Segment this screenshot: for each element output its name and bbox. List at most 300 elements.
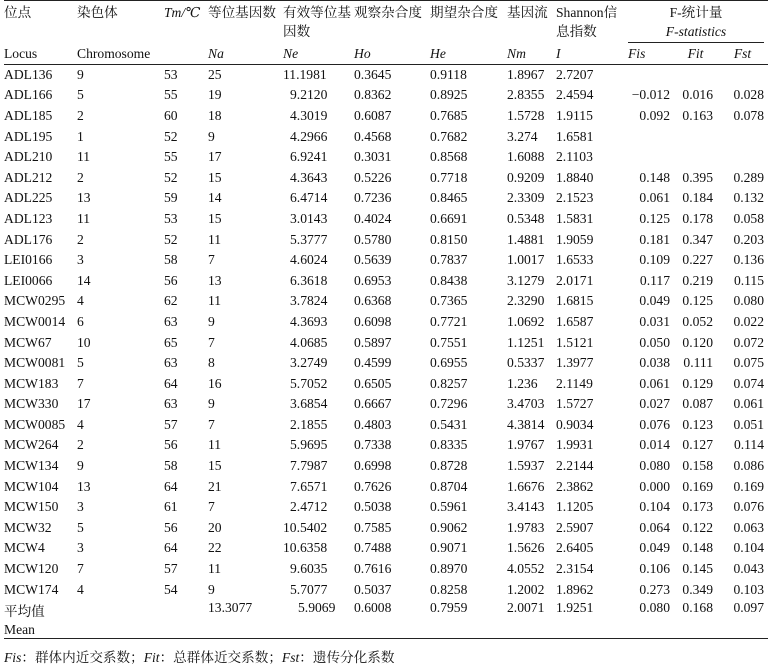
cell-fst: 0.080 [733, 293, 765, 309]
header-nm-en: Nm [507, 45, 526, 61]
cell-tm: 56 [164, 519, 178, 535]
cell-na: 25 [208, 67, 222, 83]
cell-fis: 0.061 [639, 190, 670, 206]
table-row [4, 106, 768, 127]
cell-fis: 0.014 [639, 437, 670, 453]
cell-fit: 0.087 [682, 396, 713, 412]
cell-tm: 56 [164, 437, 178, 453]
locus-statistics-table [4, 0, 768, 639]
header-f-cn: F-统计量 [669, 5, 723, 20]
cell-fit: 0.123 [682, 416, 713, 432]
cell-shannon: 2.1103 [556, 149, 593, 165]
cell-he: 0.7682 [430, 128, 468, 144]
cell-na: 18 [208, 107, 222, 123]
cell-ho: 0.6087 [354, 107, 392, 123]
cell-tm: 61 [164, 499, 178, 515]
cell-ne: 3.0143 [290, 210, 328, 226]
cell-ho: 0.7236 [354, 190, 392, 206]
cell-ho: 0.7338 [354, 437, 392, 453]
cell-na: 22 [208, 540, 222, 556]
cell-locus: MCW67 [4, 334, 52, 350]
cell-he: 0.7721 [430, 313, 468, 329]
cell-nm: 3.4703 [507, 396, 545, 412]
header-ho-en: Ho [354, 45, 371, 61]
cell-ne: 9.2120 [290, 87, 328, 103]
cell-ho: 0.6667 [354, 396, 392, 412]
cell-fit: 0.127 [682, 437, 713, 453]
table-row [4, 126, 768, 147]
cell-he: 0.8258 [430, 581, 468, 597]
cell-chromosome: 13 [77, 478, 91, 494]
footnote-fit-abbr: Fit [143, 650, 160, 665]
cell-fst: 0.074 [733, 375, 765, 391]
cell-chromosome: 1 [77, 128, 84, 144]
cell-nm: 1.4881 [507, 231, 545, 247]
cell-ho: 0.5780 [354, 231, 392, 247]
cell-na: 11 [208, 293, 222, 309]
cell-chromosome: 7 [77, 375, 84, 391]
cell-nm: 2.3309 [507, 190, 545, 206]
cell-nm: 3.1279 [507, 272, 545, 288]
footnote-fis-abbr: Fis [4, 650, 22, 665]
cell-chromosome: 10 [77, 334, 91, 350]
cell-locus: MCW330 [4, 396, 59, 412]
cell-locus: MCW32 [4, 519, 52, 535]
table-row [4, 332, 768, 353]
table-row [4, 497, 768, 518]
cell-shannon: 1.9059 [556, 231, 594, 247]
cell-na: 15 [208, 210, 222, 226]
cell-fit: 0.227 [682, 252, 713, 268]
cell-fit: 0.145 [682, 561, 713, 577]
cell-fit [674, 126, 717, 147]
cell-he: 0.6955 [430, 355, 468, 371]
cell-chromosome: 2 [77, 437, 84, 453]
mean-ho: 0.6008 [354, 599, 392, 615]
header-row-english [4, 43, 768, 65]
cell-he: 0.7365 [430, 293, 468, 309]
table-row [4, 291, 768, 312]
cell-tm: 55 [164, 149, 178, 165]
cell-he: 0.8970 [430, 561, 468, 577]
header-ne-en: Ne [283, 45, 299, 61]
cell-locus: MCW174 [4, 581, 59, 597]
cell-shannon: 2.3862 [556, 478, 594, 494]
cell-ho: 0.7488 [354, 540, 392, 556]
cell-chromosome: 5 [77, 519, 84, 535]
cell-fst: 0.114 [733, 437, 765, 453]
cell-nm: 1.5937 [507, 458, 545, 474]
cell-ho: 0.5639 [354, 252, 392, 268]
cell-ho: 0.7585 [354, 519, 392, 535]
cell-ho: 0.3031 [354, 149, 392, 165]
table-row [4, 65, 768, 86]
cell-locus: MCW0081 [4, 355, 66, 371]
cell-tm: 63 [164, 355, 178, 371]
cell-fst [717, 126, 768, 147]
cell-fit: 0.052 [682, 313, 713, 329]
cell-na: 11 [208, 437, 222, 453]
table-row [4, 373, 768, 394]
cell-chromosome: 4 [77, 416, 84, 432]
cell-chromosome: 2 [77, 107, 84, 123]
cell-he: 0.5961 [430, 499, 468, 515]
cell-ne: 3.6854 [290, 396, 328, 412]
cell-locus: ADL136 [4, 67, 53, 83]
cell-fis: 0.106 [639, 561, 670, 577]
cell-shannon: 2.4594 [556, 87, 594, 103]
cell-he: 0.8728 [430, 458, 468, 474]
table-row [4, 435, 768, 456]
footnote-fis-desc: ：群体内近交系数； [21, 650, 144, 665]
cell-shannon: 2.1149 [556, 375, 593, 391]
cell-fit: 0.016 [682, 87, 713, 103]
cell-fis: 0.049 [639, 540, 670, 556]
cell-chromosome: 4 [77, 581, 84, 597]
cell-locus: MCW120 [4, 561, 59, 577]
cell-locus: MCW134 [4, 458, 59, 474]
cell-fst: 0.028 [733, 87, 765, 103]
mean-fst: 0.097 [733, 599, 765, 615]
header-shannon-cn-text: Shannon信息指数 [556, 5, 618, 39]
cell-na: 19 [208, 87, 222, 103]
cell-fis: 0.027 [639, 396, 670, 412]
cell-tm: 64 [164, 375, 178, 391]
cell-locus: ADL210 [4, 149, 53, 165]
cell-ho: 0.4803 [354, 416, 392, 432]
cell-nm: 4.0552 [507, 561, 545, 577]
cell-he: 0.7296 [430, 396, 468, 412]
cell-he: 0.7718 [430, 169, 468, 185]
cell-shannon: 1.8962 [556, 581, 594, 597]
cell-nm: 1.6088 [507, 149, 545, 165]
cell-fst: 0.076 [733, 499, 765, 515]
cell-nm: 3.4143 [507, 499, 545, 515]
cell-he: 0.7685 [430, 107, 468, 123]
table-row [4, 167, 768, 188]
cell-tm: 64 [164, 478, 178, 494]
cell-chromosome: 3 [77, 540, 84, 556]
header-locus-en: Locus [4, 45, 38, 61]
header-na-cn: 等位基因数 [208, 5, 276, 20]
cell-tm: 53 [164, 210, 178, 226]
cell-ne: 10.6358 [283, 540, 328, 556]
cell-tm: 57 [164, 416, 178, 432]
cell-ne: 9.6035 [290, 561, 328, 577]
cell-fit: 0.395 [682, 169, 713, 185]
table-row [4, 85, 768, 106]
cell-chromosome: 7 [77, 561, 84, 577]
cell-fst: 0.086 [733, 458, 765, 474]
cell-shannon: 1.5831 [556, 210, 594, 226]
cell-locus: ADL166 [4, 87, 53, 103]
cell-fst: 0.022 [733, 313, 765, 329]
table-body [4, 65, 768, 600]
cell-fst: 0.289 [733, 169, 765, 185]
cell-he: 0.5431 [430, 416, 468, 432]
cell-shannon: 2.6405 [556, 540, 594, 556]
cell-locus: ADL185 [4, 107, 53, 123]
cell-fst: 0.169 [733, 478, 765, 494]
header-tm-empty [164, 43, 208, 65]
cell-shannon: 1.1205 [556, 499, 594, 515]
cell-fst: 0.072 [733, 334, 765, 350]
cell-fis [624, 65, 674, 86]
cell-locus: MCW183 [4, 375, 59, 391]
table-row [4, 415, 768, 436]
cell-ne: 5.3777 [290, 231, 328, 247]
header-shannon-en: I [556, 45, 561, 61]
cell-fit [674, 65, 717, 86]
cell-fst [717, 65, 768, 86]
cell-fst: 0.115 [733, 272, 765, 288]
cell-na: 9 [208, 396, 215, 412]
header-locus-cn: 位点 [4, 5, 32, 20]
cell-locus: MCW104 [4, 478, 59, 494]
header-fis: Fis [628, 45, 646, 61]
mean-nm: 2.0071 [507, 599, 545, 615]
cell-he: 0.9118 [430, 67, 467, 83]
cell-fis [624, 147, 674, 168]
table-row [4, 209, 768, 230]
cell-chromosome: 2 [77, 231, 84, 247]
cell-fst: 0.103 [733, 581, 765, 597]
cell-fit: 0.111 [683, 355, 713, 371]
cell-ho: 0.6098 [354, 313, 392, 329]
mean-label-row-filler [77, 621, 768, 639]
cell-fit: 0.347 [682, 231, 713, 247]
cell-shannon: 2.5907 [556, 519, 594, 535]
header-row-chinese [4, 1, 768, 44]
cell-shannon: 2.2144 [556, 458, 594, 474]
table-row [4, 229, 768, 250]
cell-fst: 0.078 [733, 107, 765, 123]
cell-tm: 54 [164, 581, 178, 597]
cell-nm: 1.9783 [507, 519, 545, 535]
cell-shannon: 1.6533 [556, 252, 594, 268]
cell-tm: 58 [164, 252, 178, 268]
cell-na: 20 [208, 519, 222, 535]
cell-ho: 0.5897 [354, 334, 392, 350]
cell-ho: 0.3645 [354, 67, 392, 83]
cell-locus: MCW0014 [4, 313, 66, 329]
header-chromosome-en: Chromosome [77, 45, 151, 61]
cell-fit: 0.173 [682, 499, 713, 515]
header-chromosome-cn: 染色体 [77, 5, 118, 20]
cell-fit: 0.219 [682, 272, 713, 288]
cell-nm: 4.3814 [507, 416, 545, 432]
cell-chromosome: 3 [77, 252, 84, 268]
cell-ne: 6.3618 [290, 272, 328, 288]
cell-locus: LEI0166 [4, 252, 53, 268]
cell-he: 0.7837 [430, 252, 468, 268]
table-row [4, 476, 768, 497]
header-ne-cn-text: 有效等位基因数 [283, 5, 351, 39]
header-tm: Tm/℃ [164, 5, 201, 20]
cell-locus: ADL225 [4, 190, 53, 206]
header-nm-cn: 基因流 [507, 5, 548, 20]
cell-fis: 0.031 [639, 313, 670, 329]
cell-ne: 4.2966 [290, 128, 328, 144]
header-fst: Fst [733, 45, 752, 61]
cell-tm: 58 [164, 458, 178, 474]
cell-chromosome: 17 [77, 396, 91, 412]
cell-he: 0.8704 [430, 478, 468, 494]
cell-na: 9 [208, 581, 215, 597]
cell-tm: 65 [164, 334, 178, 350]
table-row [4, 312, 768, 333]
cell-fis: 0.109 [639, 252, 670, 268]
cell-nm: 1.5626 [507, 540, 545, 556]
cell-fit: 0.158 [682, 458, 713, 474]
footnote-fst-desc: ：遗传分化系数 [299, 650, 395, 665]
cell-ne: 4.3693 [290, 313, 328, 329]
cell-fis: 0.181 [639, 231, 670, 247]
cell-na: 11 [208, 231, 222, 247]
cell-fst: 0.203 [733, 231, 765, 247]
cell-ne: 5.9695 [290, 437, 328, 453]
cell-locus: MCW0085 [4, 416, 66, 432]
cell-ho: 0.6368 [354, 293, 392, 309]
mean-ne: 5.9069 [298, 599, 336, 615]
cell-fit: 0.178 [682, 210, 713, 226]
cell-ne: 3.7824 [290, 293, 328, 309]
cell-tm: 62 [164, 293, 178, 309]
table-row [4, 456, 768, 477]
header-f-statistics-group [624, 1, 768, 44]
mean-label-cn: 平均值 [4, 603, 45, 619]
cell-chromosome: 3 [77, 499, 84, 515]
cell-locus: MCW264 [4, 437, 59, 453]
table-row [4, 353, 768, 374]
cell-fis: 0.148 [639, 169, 670, 185]
cell-chromosome: 4 [77, 293, 84, 309]
cell-ho: 0.4568 [354, 128, 392, 144]
cell-na: 9 [208, 313, 215, 329]
cell-ne: 5.7052 [290, 375, 328, 391]
cell-ho: 0.4599 [354, 355, 392, 371]
cell-ne: 5.7077 [290, 581, 328, 597]
cell-ne: 10.5402 [283, 519, 328, 535]
cell-na: 17 [208, 149, 222, 165]
cell-nm: 1.6676 [507, 478, 545, 494]
cell-locus: ADL176 [4, 231, 53, 247]
cell-na: 13 [208, 272, 222, 288]
cell-nm: 1.9767 [507, 437, 545, 453]
cell-locus: MCW4 [4, 540, 45, 556]
cell-he: 0.8150 [430, 231, 468, 247]
cell-fit: 0.148 [682, 540, 713, 556]
cell-fis: 0.076 [639, 416, 670, 432]
cell-ne: 3.2749 [290, 355, 328, 371]
header-ho-cn: 观察杂合度 [354, 5, 422, 20]
cell-fit: 0.122 [682, 519, 713, 535]
cell-ho: 0.6998 [354, 458, 392, 474]
cell-ne: 2.4712 [290, 499, 328, 515]
cell-ne: 7.7987 [290, 458, 328, 474]
cell-fis: 0.050 [639, 334, 670, 350]
cell-shannon: 2.7207 [556, 67, 594, 83]
cell-fit: 0.163 [682, 107, 713, 123]
mean-section [4, 600, 768, 639]
cell-fis: 0.125 [639, 210, 670, 226]
cell-fis: 0.273 [639, 581, 670, 597]
header-shannon-cn [556, 1, 624, 44]
cell-fst: 0.063 [733, 519, 765, 535]
cell-na: 9 [208, 128, 215, 144]
cell-shannon: 1.9115 [556, 107, 593, 123]
cell-ho: 0.7626 [354, 478, 392, 494]
table-row [4, 559, 768, 580]
header-he-en: He [430, 45, 446, 61]
cell-fit: 0.129 [682, 375, 713, 391]
cell-na: 14 [208, 190, 222, 206]
cell-ne: 4.0685 [290, 334, 328, 350]
cell-fst [717, 147, 768, 168]
cell-fis: 0.049 [639, 293, 670, 309]
mean-row [4, 600, 768, 621]
cell-nm: 0.9209 [507, 169, 545, 185]
cell-shannon: 1.5727 [556, 396, 594, 412]
cell-na: 7 [208, 252, 215, 268]
cell-fit: 0.184 [682, 190, 713, 206]
mean-tm-empty [164, 600, 208, 621]
cell-chromosome: 5 [77, 355, 84, 371]
cell-shannon: 1.6587 [556, 313, 594, 329]
table-row [4, 518, 768, 539]
cell-fit: 0.349 [682, 581, 713, 597]
cell-shannon: 0.9034 [556, 416, 594, 432]
cell-fit: 0.169 [682, 478, 713, 494]
cell-shannon: 1.6815 [556, 293, 594, 309]
cell-fst: 0.075 [733, 355, 765, 371]
cell-fit: 0.120 [682, 334, 713, 350]
cell-locus: MCW0295 [4, 293, 66, 309]
mean-shannon: 1.9251 [556, 599, 594, 615]
cell-fis: 0.117 [639, 272, 670, 288]
mean-fit: 0.168 [682, 599, 713, 615]
cell-nm: 1.0017 [507, 252, 545, 268]
cell-tm: 52 [164, 231, 178, 247]
table-row [4, 394, 768, 415]
cell-he: 0.7551 [430, 334, 468, 350]
cell-ho: 0.8362 [354, 87, 392, 103]
cell-tm: 55 [164, 87, 178, 103]
cell-ho: 0.7616 [354, 561, 392, 577]
cell-chromosome: 11 [77, 210, 91, 226]
cell-na: 7 [208, 416, 215, 432]
mean-label-row [4, 621, 768, 639]
cell-fis: 0.061 [639, 375, 670, 391]
cell-nm: 3.274 [507, 128, 538, 144]
cell-fst: 0.051 [733, 416, 765, 432]
table-row [4, 250, 768, 271]
cell-tm: 64 [164, 540, 178, 556]
cell-chromosome: 11 [77, 149, 91, 165]
cell-fis: 0.000 [639, 478, 670, 494]
cell-tm: 52 [164, 128, 178, 144]
cell-fst: 0.043 [733, 561, 765, 577]
cell-shannon: 1.5121 [556, 334, 594, 350]
table-container [4, 0, 768, 639]
cell-ho: 0.4024 [354, 210, 392, 226]
header-fit: Fit [687, 45, 704, 61]
mean-fis: 0.080 [639, 599, 670, 615]
header-na-en: Na [208, 45, 224, 61]
cell-fis: 0.104 [639, 499, 670, 515]
cell-shannon: 1.8840 [556, 169, 594, 185]
cell-tm: 52 [164, 169, 178, 185]
